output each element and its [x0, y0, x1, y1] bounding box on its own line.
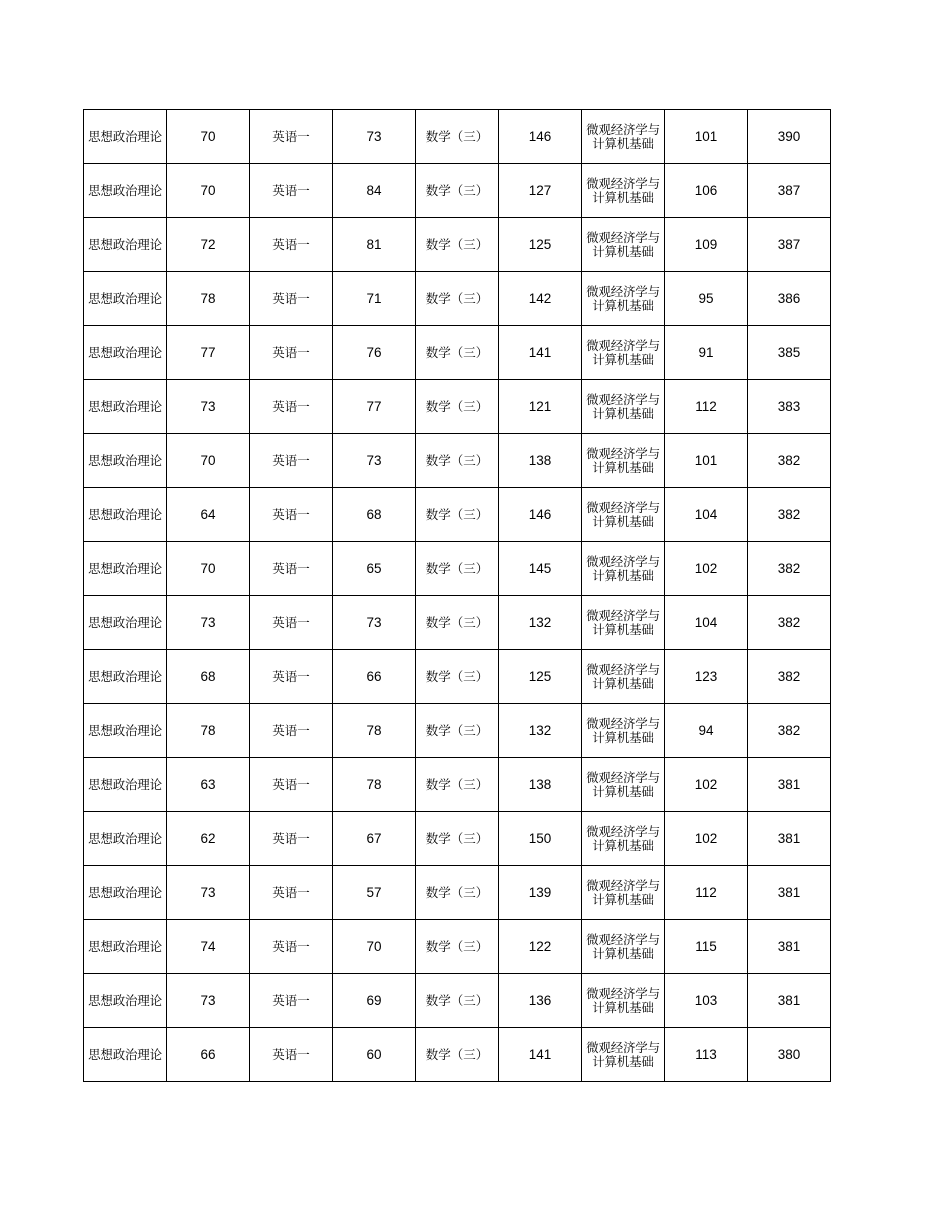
foreign-language-score-cell: 73 — [333, 434, 416, 488]
table-row — [84, 326, 831, 380]
professional-score-cell: 94 — [665, 704, 748, 758]
foreign-language-score-cell: 81 — [333, 218, 416, 272]
foreign-language-score-cell: 70 — [333, 920, 416, 974]
total-score-cell: 381 — [748, 812, 831, 866]
professional-subject-cell: 微观经济学与计算机基础 — [582, 758, 665, 812]
math-score-cell: 125 — [499, 650, 582, 704]
politics-score-cell: 68 — [167, 650, 250, 704]
foreign-language-subject-cell: 英语一 — [250, 542, 333, 596]
math-subject-cell: 数学（三） — [416, 920, 499, 974]
professional-subject-cell: 微观经济学与计算机基础 — [582, 920, 665, 974]
total-score-cell: 390 — [748, 110, 831, 164]
math-subject-cell: 数学（三） — [416, 272, 499, 326]
foreign-language-score-cell: 78 — [333, 704, 416, 758]
professional-score-cell: 91 — [665, 326, 748, 380]
politics-score-cell: 77 — [167, 326, 250, 380]
professional-subject-cell: 微观经济学与计算机基础 — [582, 650, 665, 704]
politics-subject-cell: 思想政治理论 — [84, 866, 167, 920]
foreign-language-subject-cell: 英语一 — [250, 218, 333, 272]
math-score-cell: 146 — [499, 110, 582, 164]
professional-score-cell: 103 — [665, 974, 748, 1028]
foreign-language-subject-cell: 英语一 — [250, 380, 333, 434]
politics-subject-cell: 思想政治理论 — [84, 110, 167, 164]
foreign-language-subject-cell: 英语一 — [250, 920, 333, 974]
foreign-language-subject-cell: 英语一 — [250, 164, 333, 218]
math-subject-cell: 数学（三） — [416, 434, 499, 488]
politics-subject-cell: 思想政治理论 — [84, 272, 167, 326]
foreign-language-subject-cell: 英语一 — [250, 812, 333, 866]
math-score-cell: 136 — [499, 974, 582, 1028]
politics-score-cell: 66 — [167, 1028, 250, 1082]
foreign-language-subject-cell: 英语一 — [250, 488, 333, 542]
professional-score-cell: 101 — [665, 434, 748, 488]
politics-subject-cell: 思想政治理论 — [84, 164, 167, 218]
math-subject-cell: 数学（三） — [416, 812, 499, 866]
professional-score-cell: 109 — [665, 218, 748, 272]
math-score-cell: 127 — [499, 164, 582, 218]
politics-score-cell: 64 — [167, 488, 250, 542]
total-score-cell: 382 — [748, 596, 831, 650]
politics-score-cell: 63 — [167, 758, 250, 812]
table-row — [84, 272, 831, 326]
foreign-language-score-cell: 76 — [333, 326, 416, 380]
math-subject-cell: 数学（三） — [416, 704, 499, 758]
politics-score-cell: 70 — [167, 164, 250, 218]
total-score-cell: 381 — [748, 920, 831, 974]
foreign-language-score-cell: 77 — [333, 380, 416, 434]
professional-score-cell: 106 — [665, 164, 748, 218]
politics-score-cell: 62 — [167, 812, 250, 866]
politics-score-cell: 73 — [167, 596, 250, 650]
professional-subject-cell: 微观经济学与计算机基础 — [582, 272, 665, 326]
math-score-cell: 121 — [499, 380, 582, 434]
professional-subject-cell: 微观经济学与计算机基础 — [582, 1028, 665, 1082]
politics-subject-cell: 思想政治理论 — [84, 380, 167, 434]
politics-score-cell: 72 — [167, 218, 250, 272]
total-score-cell: 382 — [748, 434, 831, 488]
math-score-cell: 139 — [499, 866, 582, 920]
foreign-language-score-cell: 71 — [333, 272, 416, 326]
table-row — [84, 110, 831, 164]
total-score-cell: 387 — [748, 218, 831, 272]
politics-subject-cell: 思想政治理论 — [84, 812, 167, 866]
foreign-language-subject-cell: 英语一 — [250, 326, 333, 380]
math-subject-cell: 数学（三） — [416, 488, 499, 542]
professional-subject-cell: 微观经济学与计算机基础 — [582, 326, 665, 380]
foreign-language-subject-cell: 英语一 — [250, 1028, 333, 1082]
math-score-cell: 146 — [499, 488, 582, 542]
table-row — [84, 596, 831, 650]
politics-subject-cell: 思想政治理论 — [84, 1028, 167, 1082]
total-score-cell: 382 — [748, 650, 831, 704]
math-subject-cell: 数学（三） — [416, 326, 499, 380]
foreign-language-score-cell: 57 — [333, 866, 416, 920]
math-score-cell: 132 — [499, 596, 582, 650]
math-score-cell: 138 — [499, 434, 582, 488]
professional-score-cell: 102 — [665, 542, 748, 596]
foreign-language-score-cell: 73 — [333, 596, 416, 650]
foreign-language-subject-cell: 英语一 — [250, 650, 333, 704]
table-row — [84, 488, 831, 542]
professional-score-cell: 104 — [665, 596, 748, 650]
foreign-language-subject-cell: 英语一 — [250, 758, 333, 812]
politics-subject-cell: 思想政治理论 — [84, 650, 167, 704]
table-row — [84, 812, 831, 866]
math-score-cell: 122 — [499, 920, 582, 974]
foreign-language-score-cell: 73 — [333, 110, 416, 164]
table-row — [84, 380, 831, 434]
professional-subject-cell: 微观经济学与计算机基础 — [582, 704, 665, 758]
foreign-language-score-cell: 65 — [333, 542, 416, 596]
politics-score-cell: 78 — [167, 704, 250, 758]
math-score-cell: 141 — [499, 1028, 582, 1082]
politics-score-cell: 73 — [167, 866, 250, 920]
foreign-language-score-cell: 60 — [333, 1028, 416, 1082]
politics-subject-cell: 思想政治理论 — [84, 218, 167, 272]
politics-subject-cell: 思想政治理论 — [84, 542, 167, 596]
politics-subject-cell: 思想政治理论 — [84, 974, 167, 1028]
politics-subject-cell: 思想政治理论 — [84, 326, 167, 380]
math-subject-cell: 数学（三） — [416, 380, 499, 434]
politics-score-cell: 70 — [167, 110, 250, 164]
foreign-language-subject-cell: 英语一 — [250, 272, 333, 326]
politics-subject-cell: 思想政治理论 — [84, 920, 167, 974]
table-row — [84, 164, 831, 218]
math-score-cell: 125 — [499, 218, 582, 272]
table-row — [84, 866, 831, 920]
math-score-cell: 138 — [499, 758, 582, 812]
professional-subject-cell: 微观经济学与计算机基础 — [582, 596, 665, 650]
professional-score-cell: 95 — [665, 272, 748, 326]
table-row — [84, 758, 831, 812]
politics-score-cell: 78 — [167, 272, 250, 326]
score-table — [83, 109, 831, 1082]
math-subject-cell: 数学（三） — [416, 1028, 499, 1082]
professional-score-cell: 112 — [665, 866, 748, 920]
politics-score-cell: 70 — [167, 434, 250, 488]
math-subject-cell: 数学（三） — [416, 542, 499, 596]
professional-subject-cell: 微观经济学与计算机基础 — [582, 974, 665, 1028]
professional-subject-cell: 微观经济学与计算机基础 — [582, 218, 665, 272]
professional-subject-cell: 微观经济学与计算机基础 — [582, 434, 665, 488]
professional-score-cell: 102 — [665, 758, 748, 812]
foreign-language-score-cell: 78 — [333, 758, 416, 812]
total-score-cell: 382 — [748, 704, 831, 758]
politics-score-cell: 70 — [167, 542, 250, 596]
math-subject-cell: 数学（三） — [416, 110, 499, 164]
math-subject-cell: 数学（三） — [416, 866, 499, 920]
total-score-cell: 381 — [748, 974, 831, 1028]
professional-score-cell: 115 — [665, 920, 748, 974]
table-row — [84, 218, 831, 272]
total-score-cell: 381 — [748, 758, 831, 812]
politics-score-cell: 74 — [167, 920, 250, 974]
foreign-language-subject-cell: 英语一 — [250, 110, 333, 164]
foreign-language-subject-cell: 英语一 — [250, 974, 333, 1028]
professional-subject-cell: 微观经济学与计算机基础 — [582, 866, 665, 920]
math-subject-cell: 数学（三） — [416, 164, 499, 218]
math-subject-cell: 数学（三） — [416, 650, 499, 704]
math-score-cell: 150 — [499, 812, 582, 866]
math-subject-cell: 数学（三） — [416, 974, 499, 1028]
professional-subject-cell: 微观经济学与计算机基础 — [582, 488, 665, 542]
math-score-cell: 141 — [499, 326, 582, 380]
professional-score-cell: 104 — [665, 488, 748, 542]
professional-subject-cell: 微观经济学与计算机基础 — [582, 380, 665, 434]
math-score-cell: 142 — [499, 272, 582, 326]
professional-score-cell: 123 — [665, 650, 748, 704]
foreign-language-subject-cell: 英语一 — [250, 596, 333, 650]
professional-subject-cell: 微观经济学与计算机基础 — [582, 110, 665, 164]
foreign-language-score-cell: 84 — [333, 164, 416, 218]
table-row — [84, 542, 831, 596]
politics-subject-cell: 思想政治理论 — [84, 704, 167, 758]
math-subject-cell: 数学（三） — [416, 218, 499, 272]
foreign-language-score-cell: 69 — [333, 974, 416, 1028]
math-score-cell: 145 — [499, 542, 582, 596]
foreign-language-subject-cell: 英语一 — [250, 704, 333, 758]
math-subject-cell: 数学（三） — [416, 758, 499, 812]
table-row — [84, 974, 831, 1028]
politics-subject-cell: 思想政治理论 — [84, 596, 167, 650]
professional-subject-cell: 微观经济学与计算机基础 — [582, 542, 665, 596]
foreign-language-score-cell: 67 — [333, 812, 416, 866]
politics-score-cell: 73 — [167, 380, 250, 434]
total-score-cell: 386 — [748, 272, 831, 326]
table-row — [84, 650, 831, 704]
table-row — [84, 920, 831, 974]
total-score-cell: 382 — [748, 488, 831, 542]
foreign-language-subject-cell: 英语一 — [250, 866, 333, 920]
professional-subject-cell: 微观经济学与计算机基础 — [582, 812, 665, 866]
politics-subject-cell: 思想政治理论 — [84, 434, 167, 488]
politics-subject-cell: 思想政治理论 — [84, 758, 167, 812]
professional-score-cell: 101 — [665, 110, 748, 164]
politics-score-cell: 73 — [167, 974, 250, 1028]
table-row — [84, 434, 831, 488]
foreign-language-subject-cell: 英语一 — [250, 434, 333, 488]
table-row — [84, 704, 831, 758]
total-score-cell: 381 — [748, 866, 831, 920]
professional-subject-cell: 微观经济学与计算机基础 — [582, 164, 665, 218]
math-subject-cell: 数学（三） — [416, 596, 499, 650]
total-score-cell: 383 — [748, 380, 831, 434]
total-score-cell: 380 — [748, 1028, 831, 1082]
professional-score-cell: 102 — [665, 812, 748, 866]
foreign-language-score-cell: 68 — [333, 488, 416, 542]
total-score-cell: 382 — [748, 542, 831, 596]
professional-score-cell: 113 — [665, 1028, 748, 1082]
table-row — [84, 1028, 831, 1082]
professional-score-cell: 112 — [665, 380, 748, 434]
politics-subject-cell: 思想政治理论 — [84, 488, 167, 542]
foreign-language-score-cell: 66 — [333, 650, 416, 704]
score-table-body — [84, 110, 831, 1082]
math-score-cell: 132 — [499, 704, 582, 758]
total-score-cell: 385 — [748, 326, 831, 380]
total-score-cell: 387 — [748, 164, 831, 218]
